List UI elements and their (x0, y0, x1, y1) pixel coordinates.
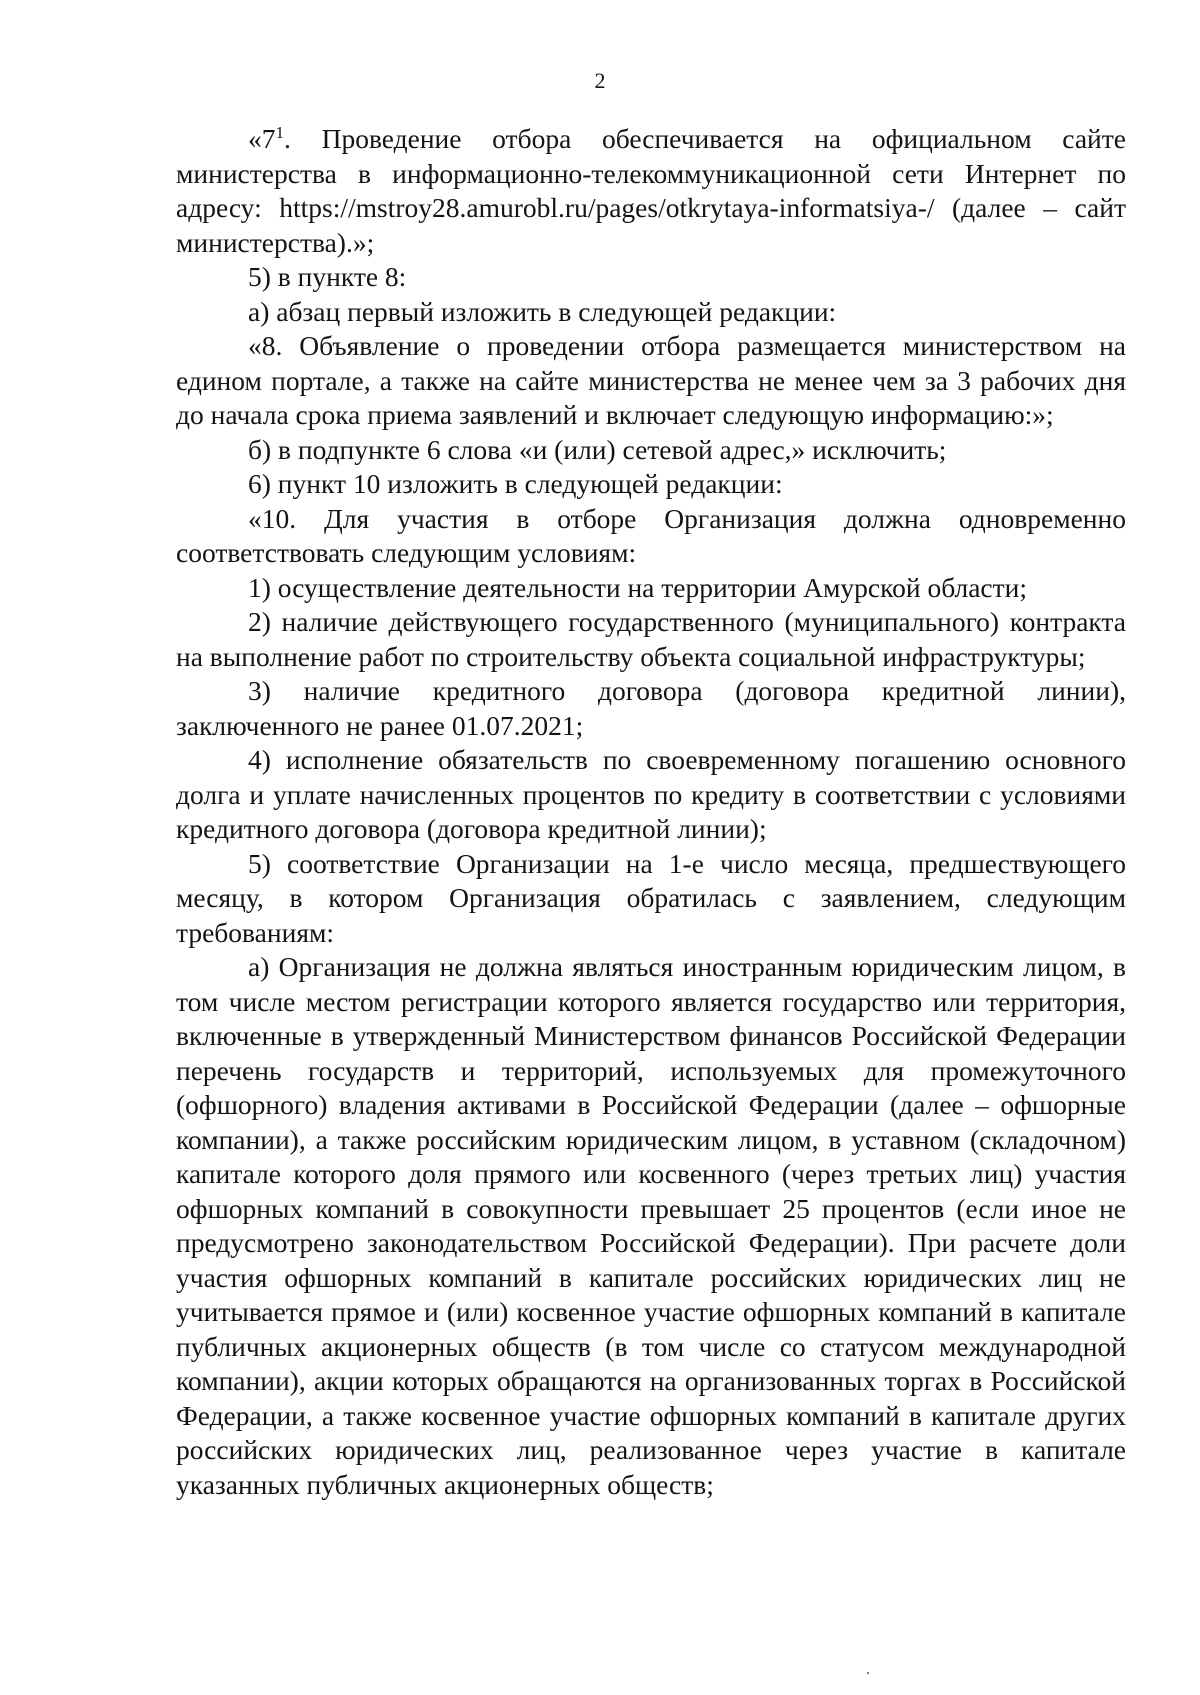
paragraph-10: «10. Для участия в отборе Организация должна одновременно соответствовать следующим условиям: (176, 502, 1126, 568)
page-number: 2 (594, 68, 606, 93)
condition-2: 2) наличие действующего государственного (муниципального) контракта на выполнение работ по строительству объекта социальной инфраструктуры; (176, 606, 1126, 672)
condition-1: 1) осуществление деятельности на территории Амурской области; (248, 571, 1028, 603)
requirement-a: а) Организация не должна являться иностранным юридическим лицом, в том числе местом регистрации которого является государство или территория, включенные в утвержденный Министерством финансов Российской Федерации перечень государств и территорий, используемых для промежуточного (офшорного) владения активами в Российской Федерации (далее – офшорные компании), а также российским юридическим лицом, в уставном (складочном) капитале которого доля прямого или косвенного (через третьих лиц) участия офшорных компаний в совокупности превышает 25 процентов (если иное не предусмотрено законодательством Российской Федерации). При расчете доли участия офшорных компаний в капитале российских юридических лиц не учитывается прямое и (или) косвенное участие офшорных компаний в капитале публичных акционерных обществ (в том числе со статусом международной компании), акции которых обращаются на организованных торгах в Российской Федерации, а также косвенное участие офшорных компаний в капитале других российских юридических лиц, реализованное через участие в капитале указанных публичных акционерных обществ; (176, 951, 1126, 1500)
paragraph-7-1 (176, 122, 1126, 260)
paragraph-item-5: 5) в пункте 8: (248, 261, 407, 292)
paragraph-7-1-prefix: «7 (248, 123, 276, 154)
paragraph-subitem-a: а) абзац первый изложить в следующей редакции: (248, 295, 837, 327)
document-body (176, 122, 1126, 1502)
superscript-index: 1 (275, 122, 285, 142)
paragraph-item-6: 6) пункт 10 изложить в следующей редакции: (248, 468, 783, 499)
paragraph-8: «8. Объявление о проведении отбора размещается министерством на едином портале, а также на сайте министерства не менее чем за 3 рабочих дня до начала срока приема заявлений и включает следующую информацию:»; (176, 330, 1126, 430)
condition-3: 3) наличие кредитного договора (договора кредитной линии), заключенного не ранее 01.07.2021; (176, 675, 1126, 741)
condition-4: 4) исполнение обязательств по своевременному погашению основного долга и уплате начисленных процентов по кредиту в соответствии с условиями кредитного договора (договора кредитной линии); (176, 744, 1126, 844)
paragraph-subitem-b: б) в подпункте 6 слова «и (или) сетевой адрес,» исключить; (248, 433, 947, 465)
condition-5: 5) соответствие Организации на 1-е число месяца, предшествующего месяцу, в котором Организация обратилась с заявлением, следующим требованиям: (176, 847, 1126, 948)
paragraph-7-1-text: . Проведение отбора обеспечивается на официальном сайте министерства в информационно-телекоммуникационной сети Интернет по адресу: https://mstroy28.amurobl.ru/pages/otkrytaya-informatsiya-/ (далее – сайт министерства).»; (176, 123, 1126, 258)
scan-speck (867, 1672, 869, 1674)
